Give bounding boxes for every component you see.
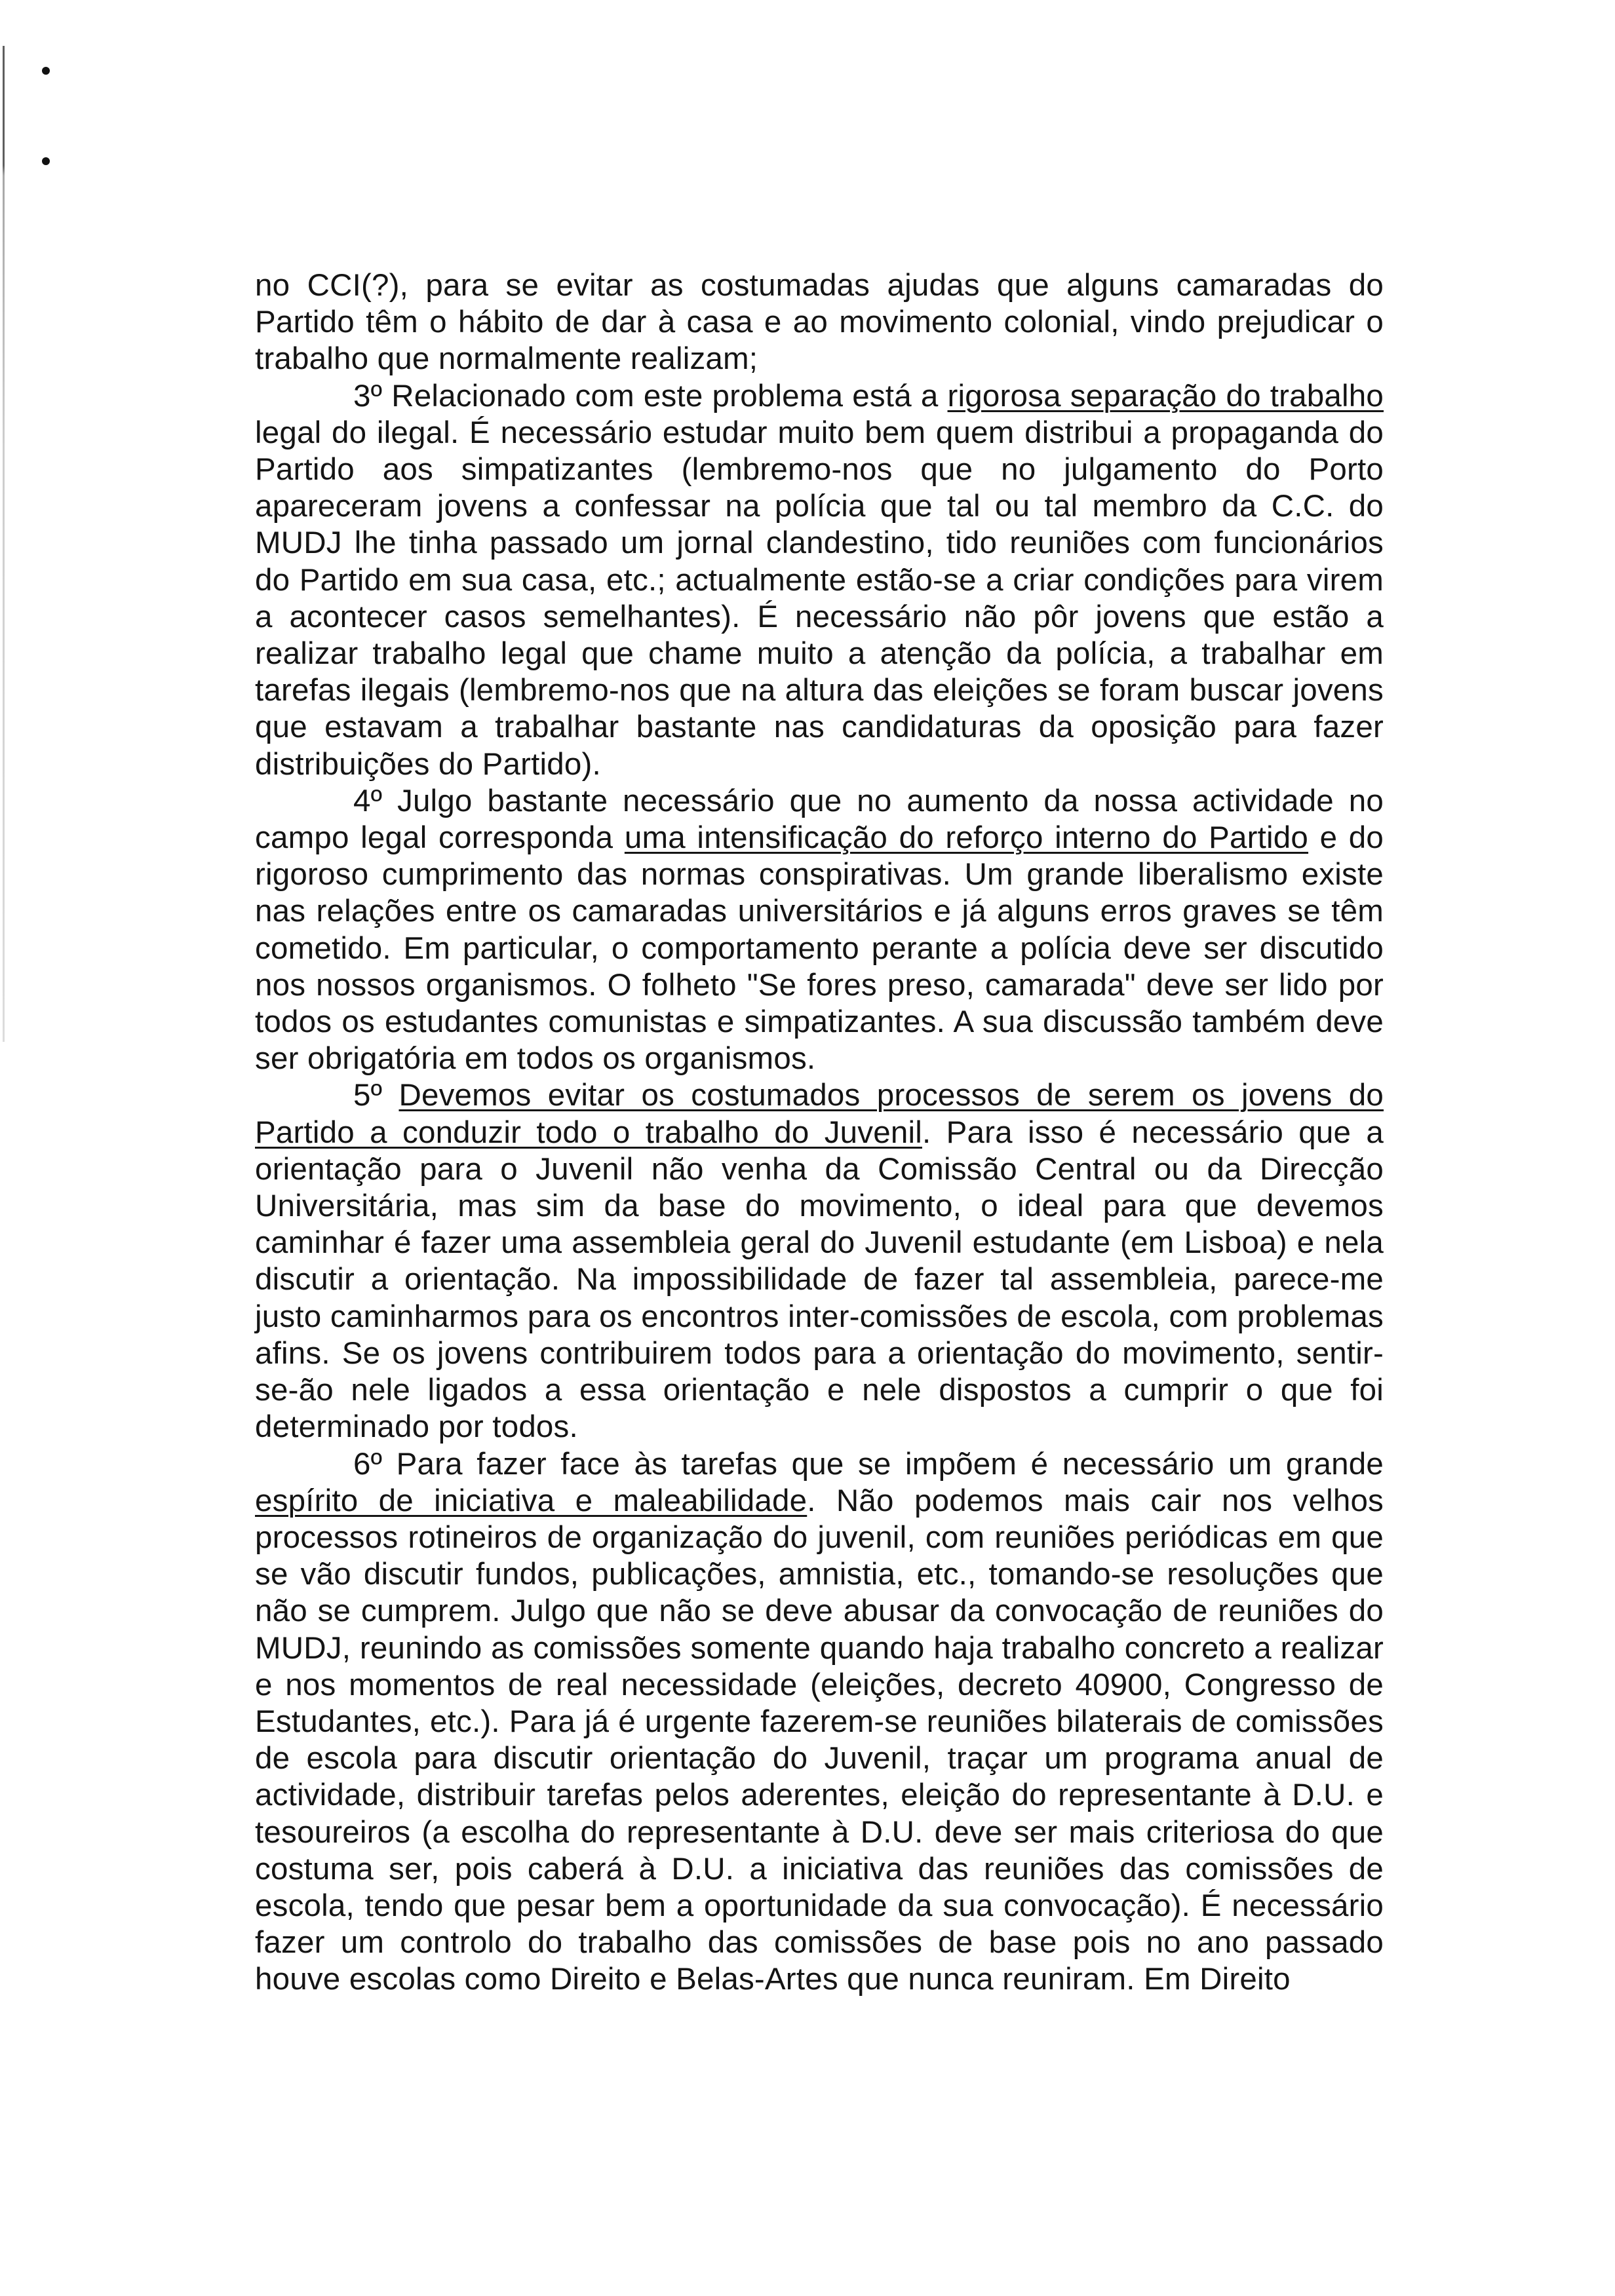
paragraph-text: 5º (353, 1078, 399, 1113)
paragraph-2 (255, 378, 1384, 783)
paragraph-text: . Para isso é necessário que a orientação para o Juvenil não venha da Comissão Central ou da Direcção Universitária, mas sim da base do movimento, o ideal para que devemos caminhar é fazer uma assembleia geral do Juvenil estudante (em Lisboa) e nela discutir a orientação. Na impossibilidade de fazer tal assembleia, parece-me justo caminharmos para os encontros inter-comissões de escola, com problemas afins. Se os jovens contribuirem todos para a orientação do movimento, sentir-se-ão nele ligados a essa orientação e nele dispostos a cumprir o que foi determinado por todos. (255, 1115, 1384, 1445)
paragraph-text: 4º Julgo bastante necessário que no aumento da nossa actividade no campo legal corresponda (255, 783, 1384, 856)
underlined-phrase: Devemos evitar os costumados processos de serem os jovens do Partido a conduzir todo o trabalho do Juvenil (255, 1078, 1384, 1150)
underlined-phrase: uma intensificação do reforço interno do Partido (624, 820, 1309, 856)
document-body (255, 267, 1384, 1999)
paragraph-text: . Não podemos mais cair nos velhos processos rotineiros de organização do juvenil, com reuniões periódicas em que se vão discutir fundos, publicações, amnistia, etc., tomando-se resoluções que não se cumprem. Julgo que não se deve abusar da convocação de reuniões do MUDJ, reunindo as comissões somente quando haja trabalho concreto a realizar e nos momentos de real necessidade (eleições, decreto 40900, Congresso de Estudantes, etc.). Para já é urgente fazerem-se reuniões bilaterais de comissões de escola para discutir orientação do Juvenil, traçar um programa anual de actividade, distribuir tarefas pelos aderentes, eleição do representante à D.U. e tesoureiros (a escolha do representante à D.U. deve ser mais criteriosa do que costuma ser, pois caberá à D.U. a iniciativa das reuniões das comissões de escola, tendo que pesar bem a oportunidade da sua convocação). É necessário fazer um controlo do trabalho das comissões de base pois no ano passado houve escolas como Direito e Belas-Artes que nunca reuniram. Em Direito (255, 1483, 1384, 1997)
paragraph-5 (255, 1446, 1384, 1999)
paragraph-4 (255, 1077, 1384, 1445)
paragraph-text: legal do ilegal. É necessário estudar muito bem quem distribui a propaganda do Partido aos simpatizantes (lembremo-nos que no julgamento do Porto apareceram jovens a confessar na polícia que tal ou tal membro da C.C. do MUDJ lhe tinha passado um jornal clandestino, tido reuniões com funcionários do Partido em sua casa, etc.; actualmente estão-se a criar condições para virem a acontecer casos semelhantes). É necessário não pôr jovens que estão a realizar trabalho legal que chame muito a atenção da polícia, a trabalhar em tarefas ilegais (lembremo-nos que na altura das eleições se foram buscar jovens que estavam a trabalhar bastante nas candidaturas da oposição para fazer distribuições do Partido). (255, 415, 1384, 782)
paragraph-3 (255, 783, 1384, 1078)
underlined-phrase: rigorosa separação do trabalho (947, 378, 1384, 413)
paragraph-text: 6º Para fazer face às tarefas que se impõem é necessário um grande (353, 1446, 1384, 1482)
scan-dot-mark (42, 67, 50, 75)
paragraph-1 (255, 267, 1384, 378)
paragraph-text: no CCI(?), para se evitar as costumadas ajudas que alguns camaradas do Partido têm o hábito de dar à casa e ao movimento colonial, vindo prejudicar o trabalho que normalmente realizam; (255, 268, 1384, 377)
underlined-phrase: espírito de iniciativa e maleabilidade (255, 1483, 808, 1518)
scan-dot-mark (42, 157, 50, 165)
paragraph-text: e do rigoroso cumprimento das normas conspirativas. Um grande liberalismo existe nas relações entre os camaradas universitários e já alguns erros graves se têm cometido. Em particular, o comportamento perante a polícia deve ser discutido nos nossos organismos. O folheto "Se fores preso, camarada" deve ser lido por todos os estudantes comunistas e simpatizantes. A sua discussão também deve ser obrigatória em todos os organismos. (255, 820, 1384, 1077)
scan-edge-line (3, 46, 5, 1042)
paragraph-text: 3º Relacionado com este problema está a (353, 378, 948, 413)
